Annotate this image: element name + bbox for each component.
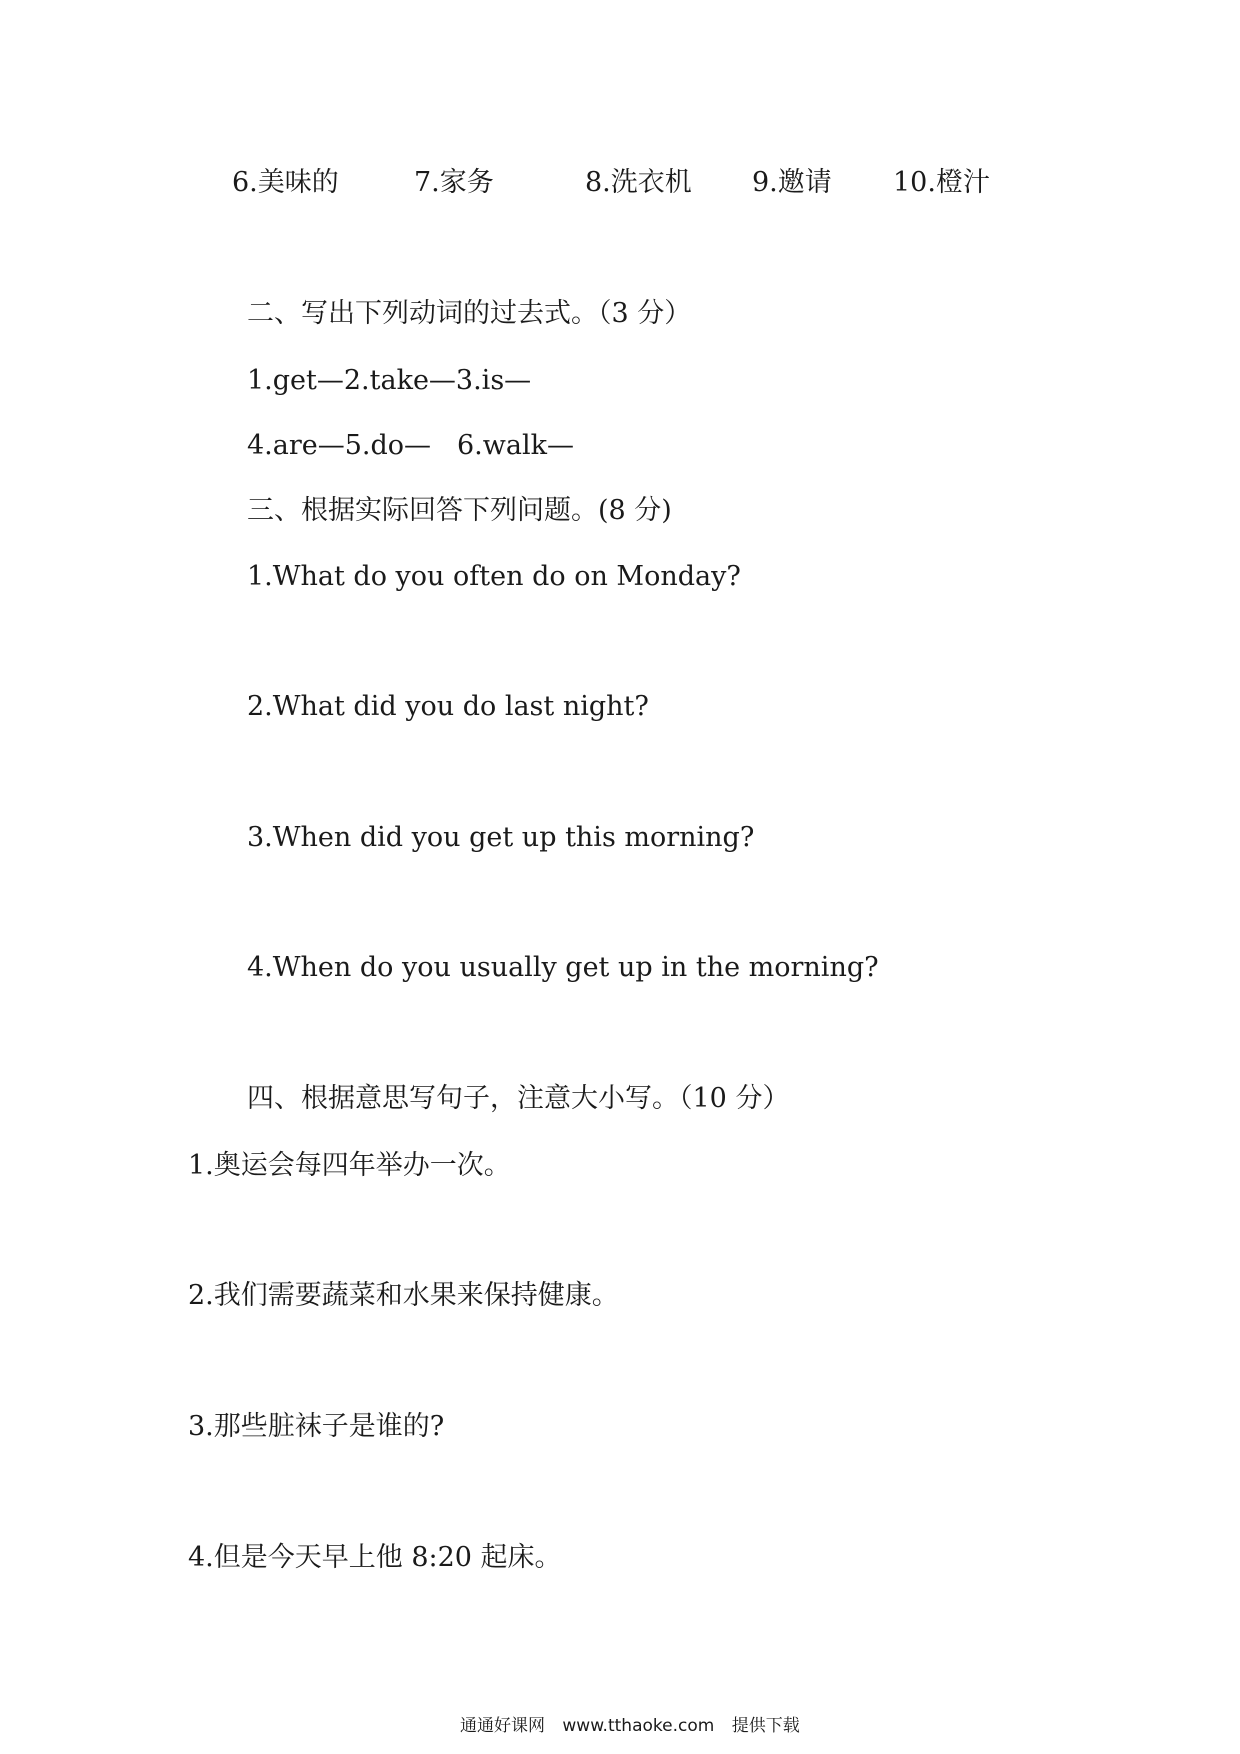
vocab-item-8: 8.洗衣机 <box>585 167 692 198</box>
question-2: 2.What did you do last night? <box>247 691 649 722</box>
verb-line-2b: 6.walk— <box>457 430 574 461</box>
sentence-1: 1.奥运会每四年举办一次。 <box>188 1150 511 1181</box>
footer-site-name: 通通好课网 <box>460 1716 545 1736</box>
question-1: 1.What do you often do on Monday? <box>247 561 741 592</box>
verb-line-1: 1.get—2.take—3.is— <box>247 365 532 396</box>
vocab-item-10: 10.橙汁 <box>893 167 990 198</box>
page-footer <box>460 1715 812 1737</box>
sentence-4: 4.但是今天早上他 8:20 起床。 <box>188 1542 562 1573</box>
section3-heading: 三、根据实际回答下列问题。(8 分) <box>247 495 672 526</box>
vocab-item-6: 6.美味的 <box>232 167 339 198</box>
footer-url: www.tthaoke.com <box>562 1716 715 1736</box>
vocab-item-7: 7.家务 <box>414 167 494 198</box>
question-4: 4.When do you usually get up in the morning? <box>247 952 879 983</box>
question-3: 3.When did you get up this morning? <box>247 822 755 853</box>
sentence-3: 3.那些脏袜子是谁的? <box>188 1411 445 1442</box>
section2-heading: 二、写出下列动词的过去式。（3 分） <box>247 298 692 329</box>
verb-line-2: 4.are—5.do— <box>247 430 432 461</box>
footer-note: 提供下载 <box>731 1716 800 1736</box>
sentence-2: 2.我们需要蔬菜和水果来保持健康。 <box>188 1280 619 1311</box>
section4-heading: 四、根据意思写句子，注意大小写。（10 分） <box>247 1083 790 1114</box>
vocab-item-9: 9.邀请 <box>752 167 832 198</box>
